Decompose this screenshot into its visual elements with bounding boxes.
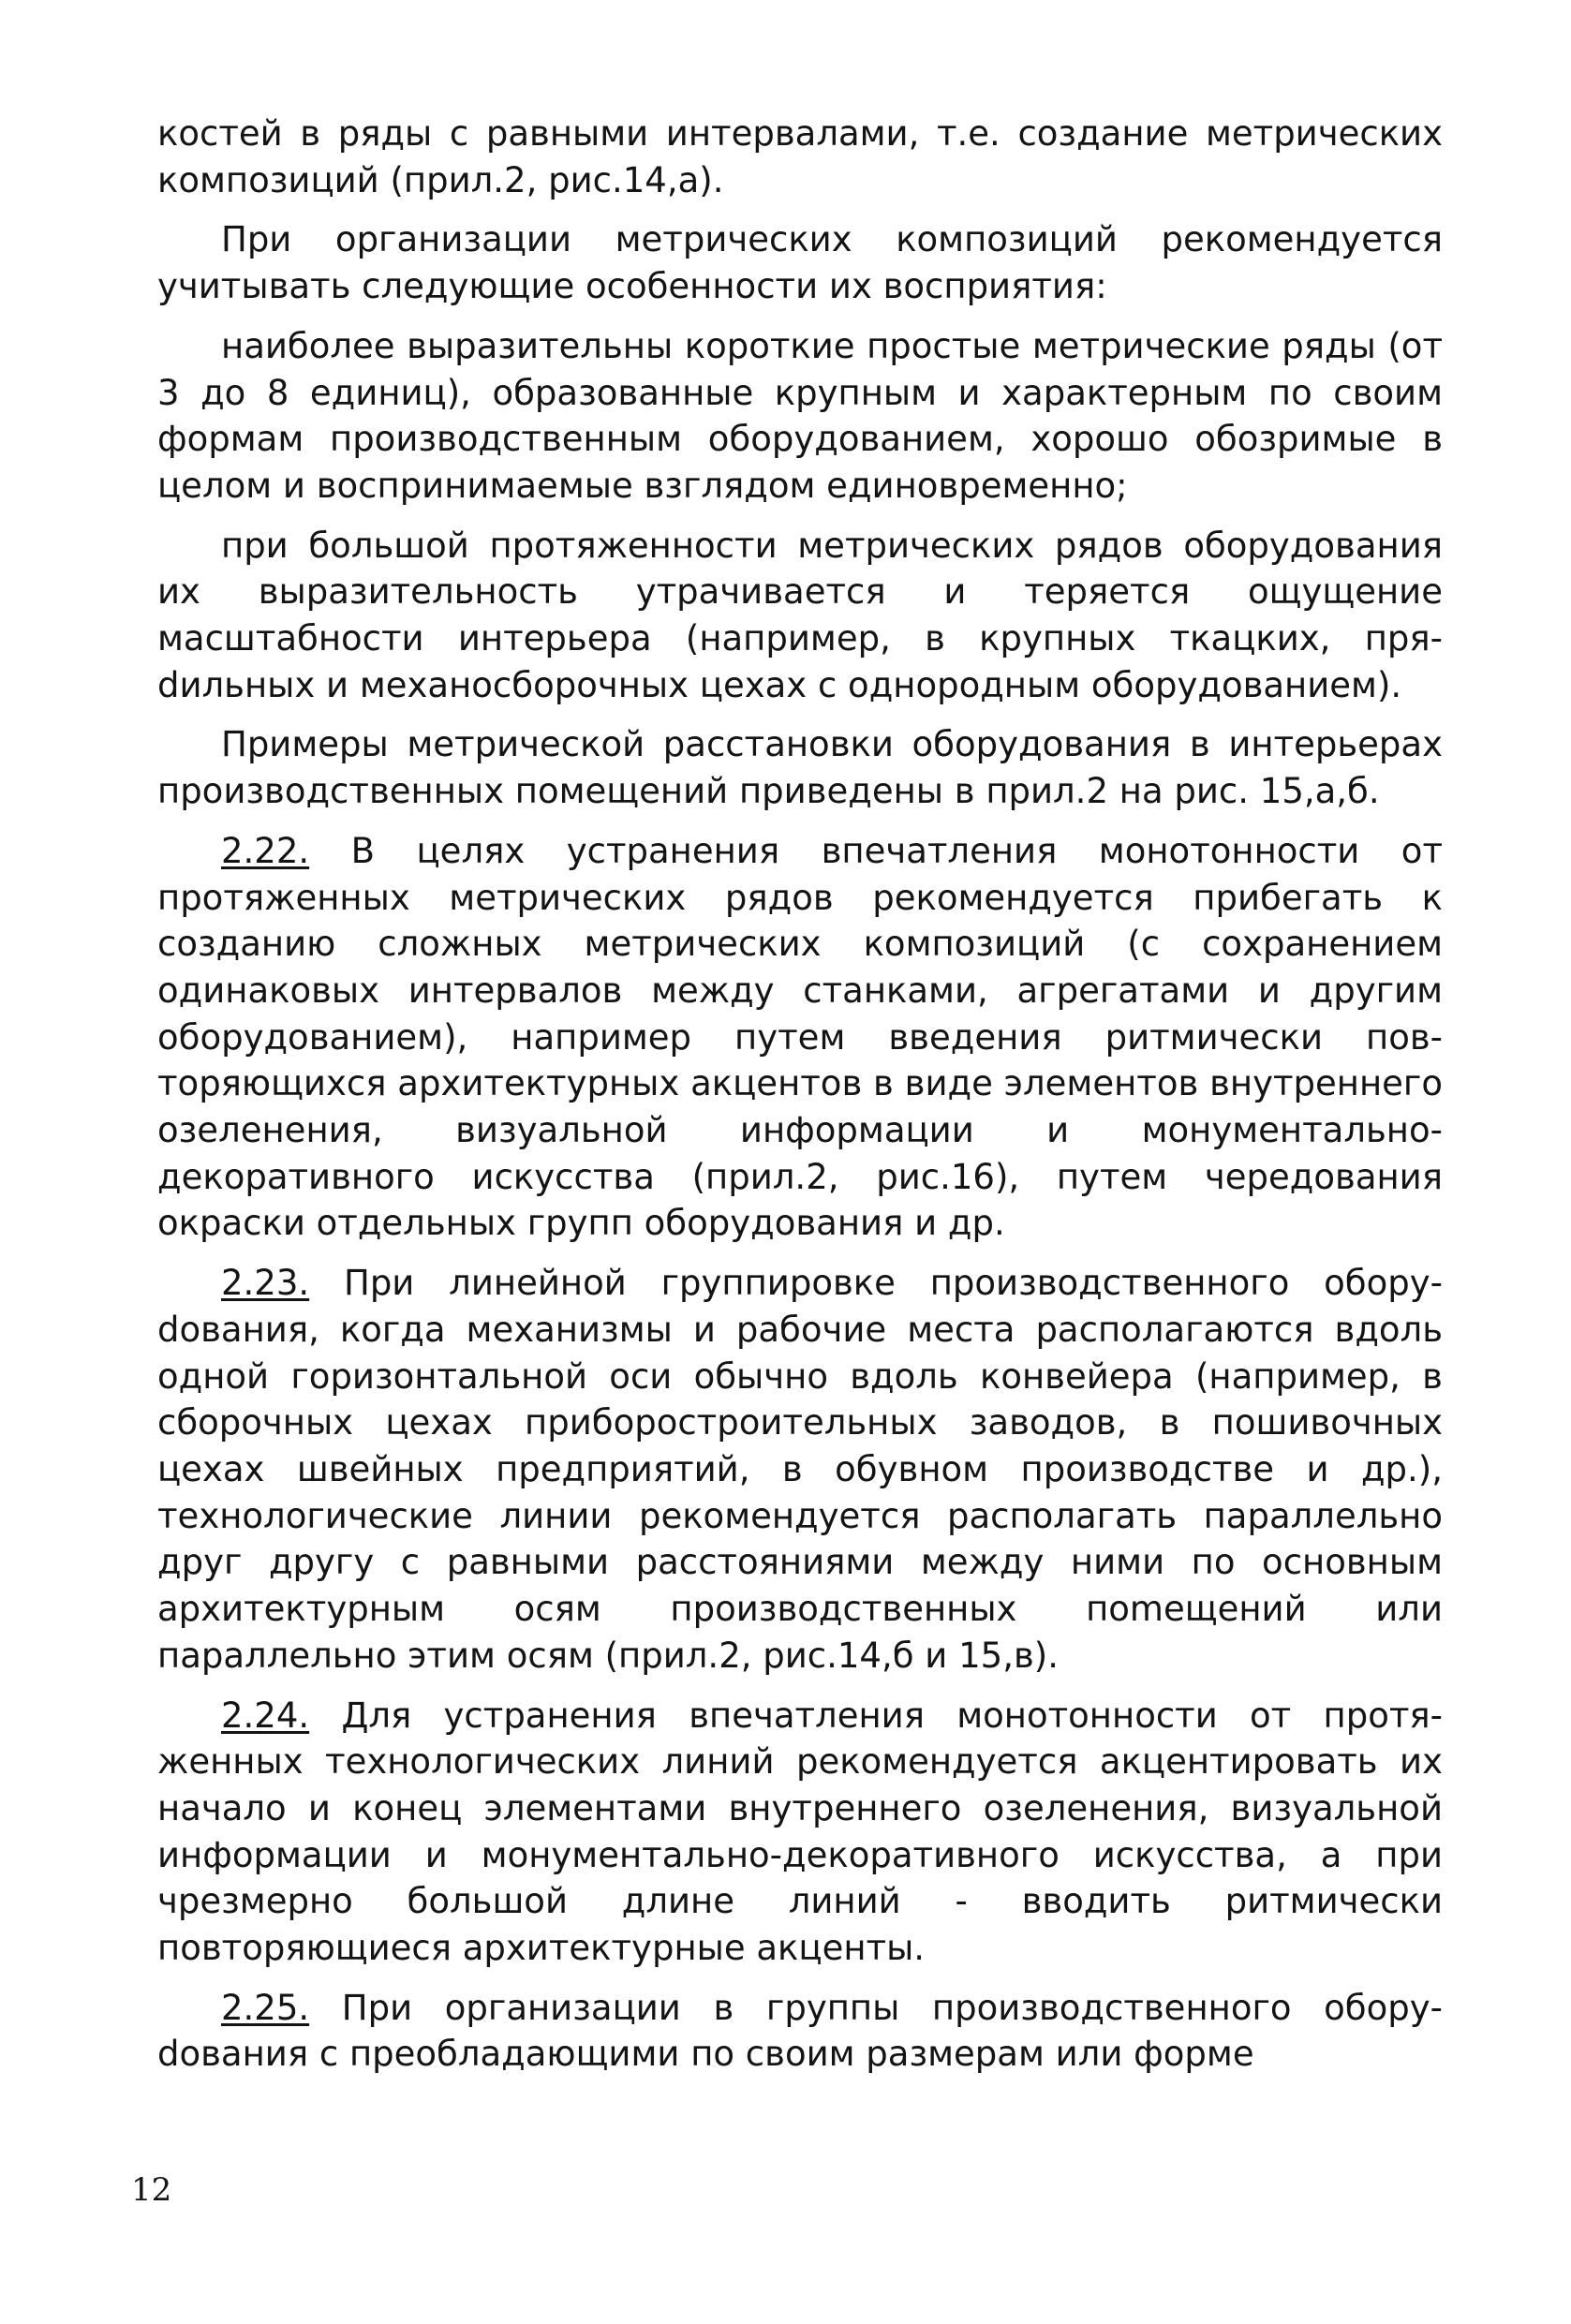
- section-number: 2.22.: [221, 830, 310, 871]
- section-2-24: [157, 1693, 1443, 1972]
- section-2-23: [157, 1260, 1443, 1679]
- section-2-22: [157, 828, 1443, 1247]
- paragraph-text: наиболее выразительны короткие простые метрические ряды (от 3 до 8 единиц), образованные крупным и характерным по своим формам производственным оборудованием, хорошо обозримые в целом и воспринимаемые взглядом единовременно;: [157, 325, 1443, 506]
- paragraph-3: [157, 323, 1443, 510]
- paragraph-text: При организации метрических композиций рекомендуется учитывать следующие особенности их восприятия:: [157, 219, 1443, 307]
- paragraph-text: В целях устранения впечатления монотонности от протяженных метрических рядов рекомендуется прибегать к созданию сложных метрических композиций (с сохранением одинаковых интервалов между станками, агрегатами и другим оборудованием), например путем введения ритмически повторяющихся архитектурных акцентов в виде элементов внутреннего озеленения, визуальной информации и монументально-декоративного искусства (прил.2, рис.16), путем чередования окраски отдельных групп оборудования и др.: [157, 830, 1444, 1244]
- paragraph-5: [157, 721, 1443, 814]
- section-2-25: [157, 1985, 1443, 2078]
- section-number: 2.23.: [221, 1263, 310, 1304]
- paragraph-text: Примеры метрической расстановки оборудования в интерьерах производственных помещений приведены в прил.2 на рис. 15,а,б.: [157, 724, 1443, 812]
- section-number: 2.24.: [221, 1695, 310, 1736]
- paragraph-text: костей в ряды с равными интервалами, т.е. создание метрических композиций (прил.2, рис.14,а).: [157, 113, 1443, 200]
- paragraph-text: Для устранения впечатления монотонности от протяженных технологических линий рекомендуется акцентировать их начало и конец элементами внутреннего озеленения, визуальной информации и монументально-декоративного искусства, а при чрезмерно большой длине линий - вводить ритмически повторяющиеся архитектурные акценты.: [157, 1695, 1443, 1969]
- paragraph-4: [157, 523, 1443, 709]
- section-number: 2.25.: [221, 1987, 310, 2028]
- page-number: 12: [131, 2171, 172, 2209]
- paragraph-text: При организации в группы производственного оборуdования с преобладающими по своим размерам или форме: [157, 1987, 1443, 2075]
- paragraph-text: При линейной группировке производственного оборуdования, когда механизмы и рабочие места располагаются вдоль одной горизонтальной оси обычно вдоль конвейера (например, в сборочных цехах приборостроительных заводов, в пошивочных цехах швейных предприятий, в обувном производстве и др.), технологические линии рекомендуется располагать параллельно друг другу с равными расстояниями между ними по основным архитектурным осям производственных поmещений или параллельно этим осям (прил.2, рис.14,б и 15,в).: [157, 1263, 1443, 1676]
- paragraph-1: [157, 111, 1443, 203]
- paragraph-text: при большой протяженности метрических рядов оборудования их выразительность утрачивается и теряется ощущение масштабности интерьера (например, в крупных ткацких, пряdильных и механосборочных цехах с однородным оборудованием).: [157, 525, 1443, 705]
- paragraph-2: [157, 216, 1443, 309]
- page-text-block: [157, 111, 1443, 2078]
